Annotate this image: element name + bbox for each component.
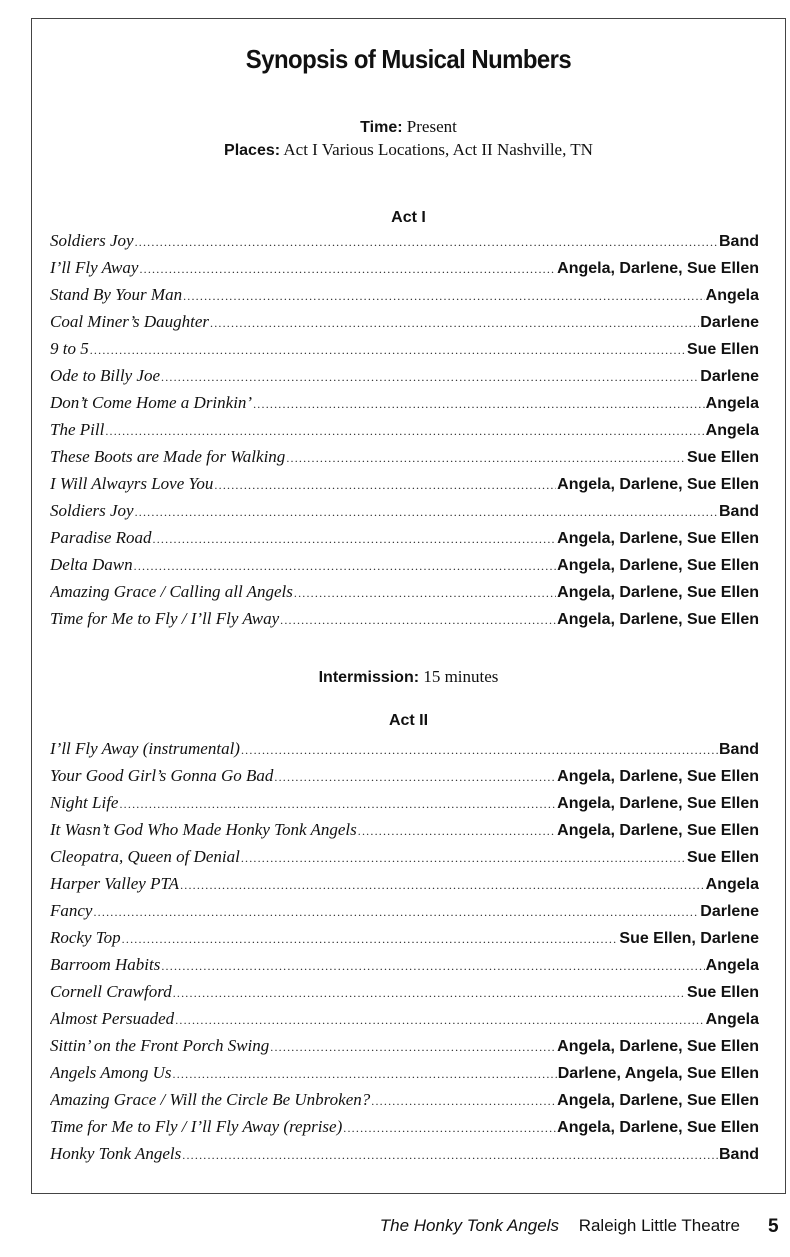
dot-leader [180, 872, 705, 897]
song-title: Barroom Habits [50, 955, 161, 974]
song-performers: Angela, Darlene, Sue Ellen [557, 260, 759, 277]
song-row [50, 578, 759, 605]
song-title: Harper Valley PTA [50, 874, 180, 893]
song-performers: Darlene [700, 368, 759, 385]
song-title: I’ll Fly Away [50, 258, 139, 277]
song-row [50, 416, 759, 443]
song-row [50, 735, 759, 762]
song-performers: Darlene, Angela, Sue Ellen [557, 1065, 759, 1082]
dot-leader [214, 472, 556, 497]
song-row [50, 789, 759, 816]
time-value: Present [406, 117, 457, 136]
song-performers: Band [719, 741, 759, 758]
dot-leader [241, 845, 686, 870]
song-title: Coal Miner’s Daughter [50, 312, 209, 331]
song-performers: Band [719, 233, 759, 250]
song-title: Cleopatra, Queen of Denial [50, 847, 240, 866]
dot-leader [153, 526, 557, 551]
song-performers: Angela, Darlene, Sue Ellen [557, 1038, 759, 1055]
dot-leader [280, 607, 556, 632]
song-performers: Angela, Darlene, Sue Ellen [557, 476, 759, 493]
intermission-line [32, 667, 785, 687]
song-title: Stand By Your Man [50, 285, 183, 304]
dot-leader [161, 953, 704, 978]
dot-leader [161, 364, 699, 389]
song-performers: Angela, Darlene, Sue Ellen [557, 795, 759, 812]
dot-leader [139, 256, 556, 281]
song-row [50, 497, 759, 524]
song-title: Honky Tonk Angels [50, 1144, 182, 1163]
song-performers: Angela, Darlene, Sue Ellen [557, 1092, 759, 1109]
song-title: Fancy [50, 901, 93, 920]
song-performers: Angela [705, 395, 759, 412]
song-performers: Angela, Darlene, Sue Ellen [557, 1119, 759, 1136]
song-row [50, 1086, 759, 1113]
song-title: It Wasn’t God Who Made Honky Tonk Angels [50, 820, 357, 839]
song-title: Rocky Top [50, 928, 121, 947]
song-performers: Angela [705, 876, 759, 893]
song-row [50, 1113, 759, 1140]
song-performers: Darlene [700, 314, 759, 331]
song-title: Your Good Girl’s Gonna Go Bad [50, 766, 274, 785]
song-performers: Angela, Darlene, Sue Ellen [557, 822, 759, 839]
dot-leader [105, 418, 704, 443]
song-title: Almost Persuaded [50, 1009, 175, 1028]
intermission-value: 15 minutes [423, 667, 499, 686]
page-footer [0, 1216, 790, 1240]
song-row [50, 1032, 759, 1059]
song-row [50, 227, 759, 254]
song-row [50, 443, 759, 470]
dot-leader [135, 499, 718, 524]
song-row [50, 1059, 759, 1086]
song-performers: Sue Ellen [686, 449, 759, 466]
dot-leader [175, 1007, 704, 1032]
song-title: Soldiers Joy [50, 501, 134, 520]
places-label: Places: [224, 142, 281, 159]
program-frame [31, 18, 786, 1194]
song-performers: Angela, Darlene, Sue Ellen [557, 557, 759, 574]
dot-leader [241, 737, 718, 762]
song-performers: Darlene [700, 903, 759, 920]
dot-leader [274, 764, 556, 789]
act1-heading: Act I [391, 209, 426, 226]
song-row [50, 978, 759, 1005]
dot-leader [90, 337, 686, 362]
time-line [32, 117, 785, 137]
song-title: Angels Among Us [50, 1063, 172, 1082]
act2-song-list [50, 735, 759, 1167]
song-row [50, 605, 759, 632]
song-title: Soldiers Joy [50, 231, 134, 250]
footer-page-number: 5 [768, 1216, 779, 1237]
song-performers: Sue Ellen, Darlene [619, 930, 759, 947]
song-title: Amazing Grace / Will the Circle Be Unbroken? [50, 1090, 371, 1109]
song-performers: Band [719, 1146, 759, 1163]
song-performers: Band [719, 503, 759, 520]
song-title: Delta Dawn [50, 555, 133, 574]
dot-leader [135, 229, 718, 254]
song-title: Paradise Road [50, 528, 152, 547]
song-title: Night Life [50, 793, 119, 812]
dot-leader [119, 791, 556, 816]
song-title: Time for Me to Fly / I’ll Fly Away (reprise) [50, 1117, 343, 1136]
act1-song-list [50, 227, 759, 632]
dot-leader [343, 1115, 556, 1140]
song-title: I’ll Fly Away (instrumental) [50, 739, 240, 758]
song-title: Cornell Crawford [50, 982, 172, 1001]
song-performers: Angela [705, 957, 759, 974]
footer-venue: Raleigh Little Theatre [578, 1216, 740, 1235]
song-title: Sittin’ on the Front Porch Swing [50, 1036, 270, 1055]
song-row [50, 870, 759, 897]
intermission-label: Intermission: [318, 669, 420, 686]
dot-leader [173, 1061, 557, 1086]
song-performers: Angela, Darlene, Sue Ellen [557, 584, 759, 601]
dot-leader [253, 391, 705, 416]
song-row [50, 362, 759, 389]
song-performers: Angela, Darlene, Sue Ellen [557, 611, 759, 628]
song-row [50, 470, 759, 497]
song-performers: Sue Ellen [686, 341, 759, 358]
song-title: Amazing Grace / Calling all Angels [50, 582, 293, 601]
song-performers: Sue Ellen [686, 984, 759, 1001]
song-row [50, 551, 759, 578]
song-performers: Angela [705, 287, 759, 304]
song-row [50, 1140, 759, 1167]
song-performers: Angela [705, 1011, 759, 1028]
dot-leader [358, 818, 556, 843]
song-row [50, 389, 759, 416]
time-label: Time: [360, 119, 403, 136]
song-row [50, 951, 759, 978]
footer-show-title: The Honky Tonk Angels [379, 1216, 559, 1235]
song-performers: Angela [705, 422, 759, 439]
places-value: Act I Various Locations, Act II Nashville, TN [283, 140, 593, 159]
song-row [50, 762, 759, 789]
act2-heading: Act II [388, 712, 429, 729]
dot-leader [93, 899, 699, 924]
dot-leader [286, 445, 686, 470]
song-row [50, 924, 759, 951]
dot-leader [122, 926, 619, 951]
song-title: Ode to Billy Joe [50, 366, 160, 385]
dot-leader [270, 1034, 556, 1059]
song-title: Time for Me to Fly / I’ll Fly Away [50, 609, 280, 628]
song-performers: Sue Ellen [686, 849, 759, 866]
song-title: 9 to 5 [50, 339, 89, 358]
dot-leader [210, 310, 699, 335]
dot-leader [134, 553, 557, 578]
song-row [50, 1005, 759, 1032]
dot-leader [182, 1142, 718, 1167]
song-title: These Boots are Made for Walking [50, 447, 286, 466]
song-title: Don’t Come Home a Drinkin’ [50, 393, 253, 412]
dot-leader [371, 1088, 556, 1113]
song-row [50, 524, 759, 551]
song-row [50, 308, 759, 335]
song-row [50, 335, 759, 362]
page-title: Synopsis of Musical Numbers [245, 44, 572, 74]
song-performers: Angela, Darlene, Sue Ellen [557, 768, 759, 785]
dot-leader [294, 580, 556, 605]
song-row [50, 897, 759, 924]
dot-leader [183, 283, 705, 308]
song-title: I Will Alwayrs Love You [50, 474, 214, 493]
dot-leader [173, 980, 686, 1005]
song-row [50, 281, 759, 308]
song-row [50, 254, 759, 281]
song-row [50, 816, 759, 843]
places-line [32, 140, 785, 160]
song-title: The Pill [50, 420, 105, 439]
song-row [50, 843, 759, 870]
song-performers: Angela, Darlene, Sue Ellen [557, 530, 759, 547]
